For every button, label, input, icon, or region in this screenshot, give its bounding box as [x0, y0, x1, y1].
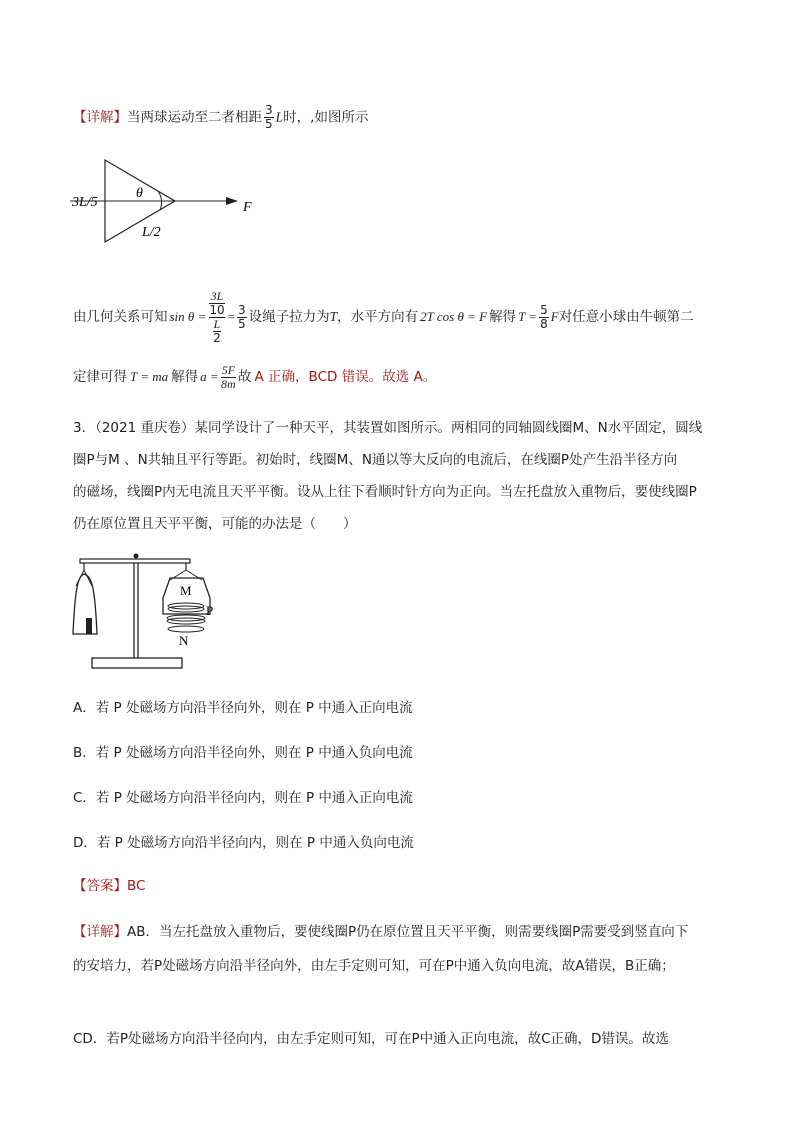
- question-3-line-4: 仍在原位置且天平平衡，可能的办法是（ ）: [73, 516, 357, 532]
- explain-line-3: CD．若P处磁场方向沿半径向内，由左手定则可知，可在P中通入正向电流，故C正确，D错误。故选: [73, 1031, 669, 1047]
- explain-line-2: 的安培力，若P处磁场方向沿半径向外，由左手定则可知，可在P中通入负向电流，故A错误，B正确；: [73, 958, 675, 974]
- sin-theta-fraction: $\frac{\frac{3L}{10}}{\frac{L}{2}}$: [209, 288, 225, 345]
- detail-tag: 【详解】: [73, 109, 127, 126]
- label-3l5: 3L/5: [72, 195, 98, 210]
- answer-line: [73, 876, 145, 896]
- label-force: F: [243, 200, 252, 215]
- question-3-line-1: 3．（2021 重庆卷）某同学设计了一种天平，其装置如图所示。两相同的同轴圆线圈M、N水平固定，圆线: [73, 420, 703, 436]
- newton-law-line: 定律可得 T = ma 解得 a = $\frac{5F}{8m}$ 故 A 正确，BCD 错误。故选 A。: [73, 362, 437, 391]
- label-m: M: [180, 583, 192, 598]
- triangle-force-diagram: [70, 150, 280, 250]
- label-p: P: [206, 603, 214, 618]
- option-b: B．若 P 处磁场方向沿半径向外，则在 P 中通入负向电流: [73, 745, 413, 761]
- detail-text: 当两球运动至二者相距: [127, 109, 262, 126]
- answer-value: BC: [127, 878, 146, 894]
- balance-diagram: [70, 548, 220, 673]
- explain-tag: 【详解】: [73, 924, 127, 940]
- fraction-3-5: $\frac{3}{5}$: [265, 103, 273, 131]
- question-3-line-2: 圈P与M 、N共轴且平行等距。初始时，线圈M、N通以等大反向的电流后，在线圈P处产生沿半径方向: [73, 452, 678, 468]
- explain-line-1: 【详解】AB．当左托盘放入重物后，要使线圈P仍在原位置且天平平衡，则需要线圈P需要受到竖直向下: [73, 924, 689, 940]
- label-n: N: [179, 633, 189, 648]
- geometry-line: 由几何关系可知 sin θ = $\frac{\frac{3L}{10}}{\frac{L}{2}}$ = $\frac{3}{5}$ 设绳子拉力为 T ，水平方向有 2T cos θ = F 解得 T = $\frac{5}{8}$ F 对任意小球由牛顿第二: [73, 288, 694, 345]
- label-theta: θ: [136, 186, 143, 201]
- answer-tag: 【答案】: [73, 878, 127, 894]
- option-a: A．若 P 处磁场方向沿半径向外，则在 P 中通入正向电流: [73, 700, 413, 716]
- question-3-line-3: 的磁场，线圈P内无电流且天平平衡。设从上往下看顺时针方向为正向。当左托盘放入重物后，要使线圈P: [73, 484, 697, 500]
- label-l2: L/2: [142, 225, 161, 240]
- option-d: D．若 P 处磁场方向沿半径向内，则在 P 中通入负向电流: [73, 835, 414, 851]
- detail-line-1: 【详解】当两球运动至二者相距 $\frac{3}{5}$ L时，,如图所示: [73, 103, 369, 131]
- option-c: C．若 P 处磁场方向沿半径向内，则在 P 中通入正向电流: [73, 790, 413, 806]
